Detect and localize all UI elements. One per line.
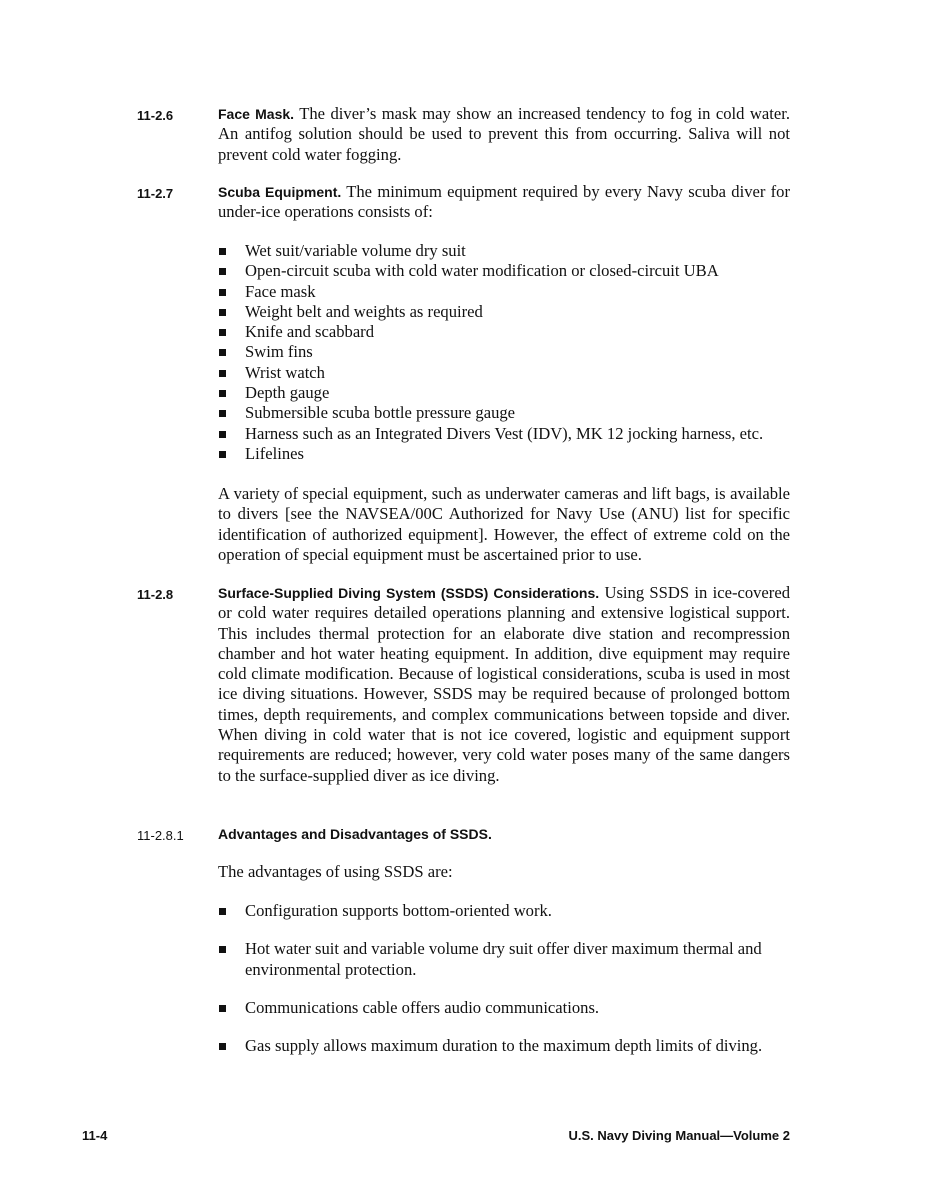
list-item: Knife and scabbard [218,322,790,342]
bullet-icon [219,946,226,953]
list-item: Face mask [218,282,790,302]
advantages-list [218,901,790,1056]
list-item: Gas supply allows maximum duration to the maximum depth limits of diving. [218,1036,790,1056]
special-equipment-paragraph: A variety of special equipment, such as underwater cameras and lift bags, is available to divers [see the NAVSEA/00C Authorized for Navy Use (ANU) list for specific identification of authorized equipment]. However, the effect of extreme cold on the operation of special equipment must be ascertained prior to use. [218,484,790,564]
section-text: The diver’s mask may show an increased tendency to fog in cold water. An antifog solution should be used to prevent this from occurring. Saliva will not prevent cold water fogging. [218,104,790,164]
bullet-icon [219,268,226,275]
section-advantages [218,824,790,844]
list-item: Submersible scuba bottle pressure gauge [218,403,790,423]
bullet-icon [219,451,226,458]
list-item: Lifelines [218,444,790,464]
list-item: Wet suit/variable volume dry suit [218,241,790,261]
section-ssds [218,583,790,786]
list-item: Depth gauge [218,383,790,403]
list-item: Communications cable offers audio communications. [218,998,790,1018]
section-number: 11-2.8 [137,587,174,602]
list-item: Wrist watch [218,363,790,383]
bullet-icon [219,289,226,296]
bullet-icon [219,431,226,438]
bullet-icon [219,370,226,377]
bullet-icon [219,908,226,915]
section-heading: Advantages and Disadvantages of SSDS. [218,826,492,842]
bullet-icon [219,410,226,417]
bullet-icon [219,1043,226,1050]
section-heading: Surface-Supplied Diving System (SSDS) Considerations. [218,585,600,601]
section-text: The minimum equipment required by every Navy scuba diver for under-ice operations consists of: [218,182,791,222]
bullet-icon [219,329,226,336]
bullet-icon [219,1005,226,1012]
list-item: Harness such as an Integrated Divers Vest (IDV), MK 12 jocking harness, etc. [218,424,790,444]
bullet-icon [219,248,226,255]
section-heading: Scuba Equipment. [218,184,342,200]
list-item: Hot water suit and variable volume dry suit offer diver maximum thermal and environmental protection. [218,939,790,980]
section-number: 11-2.7 [137,186,174,201]
section-number: 11-2.6 [137,108,174,123]
equipment-list [218,241,790,464]
manual-title: U.S. Navy Diving Manual—Volume 2 [568,1128,790,1143]
section-number: 11-2.8.1 [137,828,184,843]
page-number: 11-4 [82,1128,108,1143]
advantages-intro: The advantages of using SSDS are: [218,862,453,881]
section-scuba-equipment [218,182,790,223]
section-heading: Face Mask. [218,106,295,122]
bullet-icon [219,309,226,316]
section-text: Using SSDS in ice-covered or cold water requires detailed operations planning and extensive logistical support. This includes thermal protection for an elaborate dive station and recompression chamber and hot water heating equipment. In addition, dive equipment may require cold climate modification. Because of logistical considerations, scuba is used in most ice diving situations. However, SSDS may be required because of prolonged bottom times, depth requirements, and complex communications between topside and diver. When diving in cold water that is not ice covered, logistic and equipment support requirements are reduced; however, very cold water poses many of the same dangers to the surface-supplied diver as ice diving. [218,583,790,785]
list-item: Open-circuit scuba with cold water modification or closed-circuit UBA [218,261,790,281]
list-item: Weight belt and weights as required [218,302,790,322]
list-item: Configuration supports bottom-oriented work. [218,901,790,921]
bullet-icon [219,390,226,397]
list-item: Swim fins [218,342,790,362]
section-face-mask [218,104,790,165]
bullet-icon [219,349,226,356]
